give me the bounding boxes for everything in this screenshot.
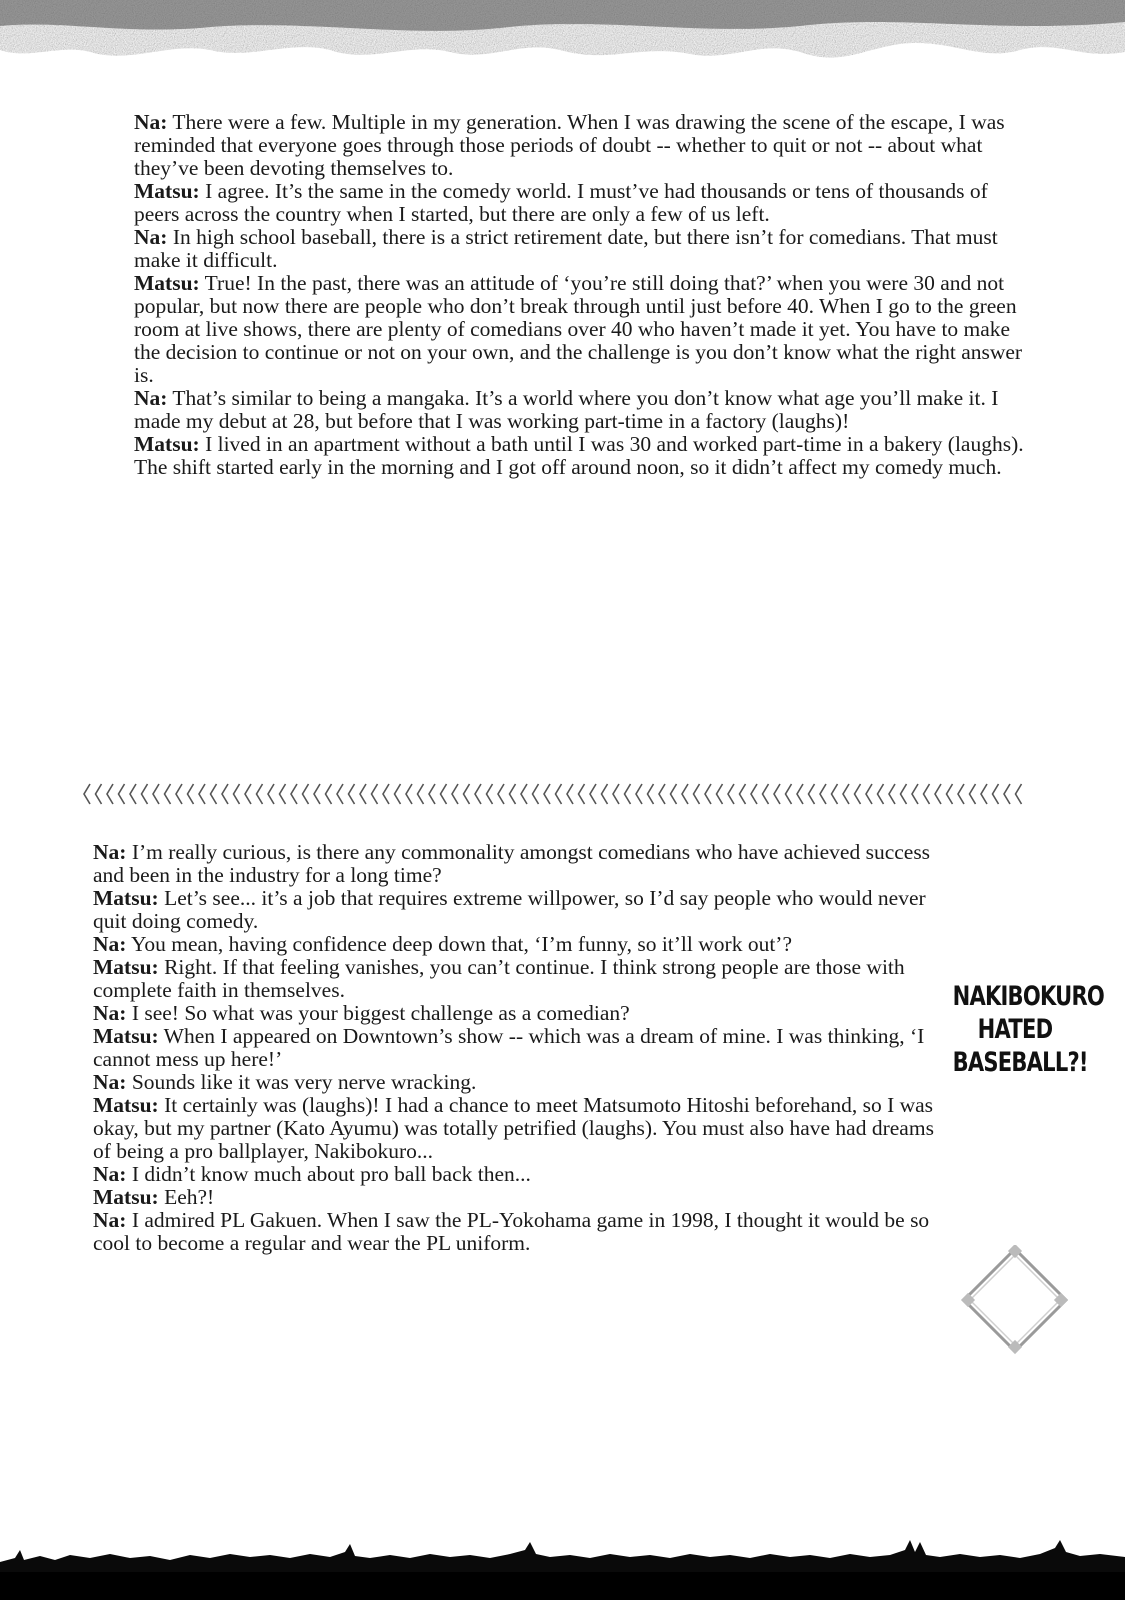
bottom-dialogue-line — [93, 1002, 943, 1025]
speaker-label: Na: — [93, 1001, 127, 1025]
speaker-label: Na: — [134, 386, 168, 410]
stitch-mark — [521, 784, 527, 804]
dialogue-text: I didn’t know much about pro ball back then... — [126, 1162, 531, 1186]
stitch-mark — [395, 784, 401, 804]
stitch-mark — [452, 784, 458, 804]
baseball-diamond-icon — [960, 1245, 1070, 1355]
stitch-mark — [625, 784, 631, 804]
side-title-line-1: NAKIBOKURO — [952, 981, 1105, 1012]
stitch-mark — [487, 784, 493, 804]
stitch-mark — [993, 784, 999, 804]
dialogue-text: There were a few. Multiple in my generation. When I was drawing the scene of the escape, I was reminded that everyone goes through those periods of doubt -- whether to quit or not -- about what they’ve been devoting themselves to. — [134, 110, 1005, 180]
bottom-dialogue-line — [93, 1025, 943, 1071]
speaker-label: Matsu: — [93, 1093, 159, 1117]
speaker-label: Matsu: — [93, 1024, 159, 1048]
stitch-mark — [303, 784, 309, 804]
stitch-mark — [820, 784, 826, 804]
stitch-mark — [199, 784, 205, 804]
stitch-mark — [843, 784, 849, 804]
stitch-mark — [349, 784, 355, 804]
top-dialogue-line — [134, 433, 1029, 479]
side-title — [952, 980, 1105, 1079]
bottom-dialogue-line — [93, 1071, 943, 1094]
speaker-label: Matsu: — [93, 955, 159, 979]
stitch-mark — [694, 784, 700, 804]
speaker-label: Na: — [93, 1208, 127, 1232]
stitch-mark — [130, 784, 136, 804]
stitch-mark — [866, 784, 872, 804]
stitch-mark — [291, 784, 297, 804]
stitch-mark — [107, 784, 113, 804]
bottom-dialogue-line — [93, 933, 943, 956]
stitch-mark — [533, 784, 539, 804]
dialogue-text: I admired PL Gakuen. When I saw the PL-Yokohama game in 1998, I thought it would be so cool to become a regular and wear the PL uniform. — [93, 1208, 930, 1255]
stitch-mark — [935, 784, 941, 804]
interview-text-top — [134, 111, 1029, 479]
stitch-mark — [119, 784, 125, 804]
stitch-mark — [245, 784, 251, 804]
speaker-label: Na: — [93, 1162, 127, 1186]
stitch-mark — [544, 784, 550, 804]
dialogue-text: I’m really curious, is there any commonality amongst comedians who have achieved success and been in the industry for a long time? — [93, 840, 931, 887]
stitch-mark — [613, 784, 619, 804]
speaker-label: Matsu: — [93, 1185, 159, 1209]
stitch-mark — [579, 784, 585, 804]
stitch-mark — [590, 784, 596, 804]
dialogue-text: I agree. It’s the same in the comedy world. I must’ve had thousands or tens of thousands of peers across the country when I started, but there are only a few of us left. — [134, 179, 988, 226]
speaker-label: Matsu: — [134, 271, 200, 295]
dialogue-text: When I appeared on Downtown’s show -- which was a dream of mine. I was thinking, ‘I cannot mess up here!’ — [93, 1024, 925, 1071]
stitch-mark — [464, 784, 470, 804]
stitch-mark — [809, 784, 815, 804]
stitch-mark — [659, 784, 665, 804]
stitch-mark — [567, 784, 573, 804]
speaker-label: Na: — [134, 110, 168, 134]
stitch-mark — [981, 784, 987, 804]
dialogue-text: I lived in an apartment without a bath until I was 30 and worked part-time in a bakery (laughs). The shift started early in the morning and I got off around noon, so it didn’t affect my comedy much. — [134, 432, 1024, 479]
baseball-stitch-divider — [80, 782, 1030, 806]
top-dialogue-line — [134, 180, 1029, 226]
stitch-mark — [958, 784, 964, 804]
grass-silhouette-decoration — [0, 1500, 1125, 1600]
stitch-mark — [1004, 784, 1010, 804]
speaker-label: Na: — [93, 932, 127, 956]
stitch-mark — [418, 784, 424, 804]
stitch-mark — [797, 784, 803, 804]
stitch-mark — [326, 784, 332, 804]
top-dialogue-line — [134, 272, 1029, 387]
interview-text-bottom — [93, 841, 943, 1255]
speaker-label: Na: — [93, 840, 127, 864]
stitch-mark — [889, 784, 895, 804]
bottom-dialogue-line — [93, 841, 943, 887]
stitch-mark — [924, 784, 930, 804]
stitch-mark — [855, 784, 861, 804]
side-title-line-2: HATED — [977, 1014, 1053, 1045]
stitch-mark — [176, 784, 182, 804]
stitch-mark — [441, 784, 447, 804]
speaker-label: Matsu: — [134, 432, 200, 456]
stitch-mark — [475, 784, 481, 804]
stitch-mark — [257, 784, 263, 804]
speaker-label: Na: — [93, 1070, 127, 1094]
stitch-mark — [280, 784, 286, 804]
top-dialogue-line — [134, 111, 1029, 180]
stitch-mark — [337, 784, 343, 804]
stitch-mark — [912, 784, 918, 804]
stitch-mark — [96, 784, 102, 804]
bottom-dialogue-line — [93, 887, 943, 933]
dialogue-text: You mean, having confidence deep down that, ‘I’m funny, so it’ll work out’? — [126, 932, 792, 956]
dialogue-text: In high school baseball, there is a strict retirement date, but there isn’t for comedians. That must make it difficult. — [134, 225, 998, 272]
stitch-mark — [406, 784, 412, 804]
dialogue-text: Eeh?! — [158, 1185, 215, 1209]
dialogue-text: Let’s see... it’s a job that requires extreme willpower, so I’d say people who would never quit doing comedy. — [93, 886, 926, 933]
top-dialogue-line — [134, 387, 1029, 433]
stitch-mark — [188, 784, 194, 804]
top-dialogue-line — [134, 226, 1029, 272]
stitch-mark — [222, 784, 228, 804]
dialogue-text: Sounds like it was very nerve wracking. — [126, 1070, 477, 1094]
stitch-mark — [153, 784, 159, 804]
dialogue-text: It certainly was (laughs)! I had a chance to meet Matsumoto Hitoshi beforehand, so I was okay, but my partner (Kato Ayumu) was totally petrified (laughs). You must also have had dreams of being a pro ballplayer, Nakibokuro... — [93, 1093, 934, 1163]
speaker-label: Matsu: — [134, 179, 200, 203]
bottom-dialogue-line — [93, 1094, 943, 1163]
stitch-mark — [498, 784, 504, 804]
stitch-mark — [947, 784, 953, 804]
stitch-mark — [84, 784, 90, 804]
stitch-mark — [142, 784, 148, 804]
bottom-dialogue-line — [93, 1186, 943, 1209]
stitch-mark — [763, 784, 769, 804]
stitch-mark — [314, 784, 320, 804]
dialogue-text: True! In the past, there was an attitude of ‘you’re still doing that?’ when you were 30 and not popular, but now there are people who don’t break through until just before 40. When I go to the green room at live shows, there are plenty of comedians over 40 who haven’t made it yet. You have to make the decision to continue or not on your own, and the challenge is you don’t know what the right answer is. — [134, 271, 1023, 387]
stitch-mark — [268, 784, 274, 804]
stitch-mark — [878, 784, 884, 804]
side-title-line-3: BASEBALL?! — [952, 1047, 1088, 1078]
bottom-dialogue-line — [93, 1209, 943, 1255]
stitch-mark — [648, 784, 654, 804]
stitch-mark — [751, 784, 757, 804]
stitch-mark — [671, 784, 677, 804]
stitch-mark — [360, 784, 366, 804]
cloud-strip-decoration — [0, 0, 1125, 70]
stitch-mark — [728, 784, 734, 804]
stitch-mark — [636, 784, 642, 804]
stitch-mark — [786, 784, 792, 804]
dialogue-text: I see! So what was your biggest challenge as a comedian? — [126, 1001, 630, 1025]
stitch-mark — [234, 784, 240, 804]
stitch-mark — [682, 784, 688, 804]
speaker-label: Matsu: — [93, 886, 159, 910]
stitch-mark — [510, 784, 516, 804]
speaker-label: Na: — [134, 225, 168, 249]
stitch-mark — [717, 784, 723, 804]
stitch-mark — [383, 784, 389, 804]
stitch-mark — [556, 784, 562, 804]
stitch-mark — [429, 784, 435, 804]
stitch-mark — [602, 784, 608, 804]
stitch-mark — [970, 784, 976, 804]
stitch-mark — [211, 784, 217, 804]
stitch-mark — [165, 784, 171, 804]
stitch-mark — [774, 784, 780, 804]
dialogue-text: Right. If that feeling vanishes, you can’t continue. I think strong people are those with complete faith in themselves. — [93, 955, 905, 1002]
bottom-dialogue-line — [93, 1163, 943, 1186]
stitch-mark — [832, 784, 838, 804]
dialogue-text: That’s similar to being a mangaka. It’s a world where you don’t know what age you’ll make it. I made my debut at 28, but before that I was working part-time in a factory (laughs)! — [134, 386, 999, 433]
stitch-mark — [705, 784, 711, 804]
stitch-mark — [740, 784, 746, 804]
stitch-mark — [372, 784, 378, 804]
stitch-mark — [901, 784, 907, 804]
stitch-mark — [1016, 784, 1022, 804]
bottom-dialogue-line — [93, 956, 943, 1002]
